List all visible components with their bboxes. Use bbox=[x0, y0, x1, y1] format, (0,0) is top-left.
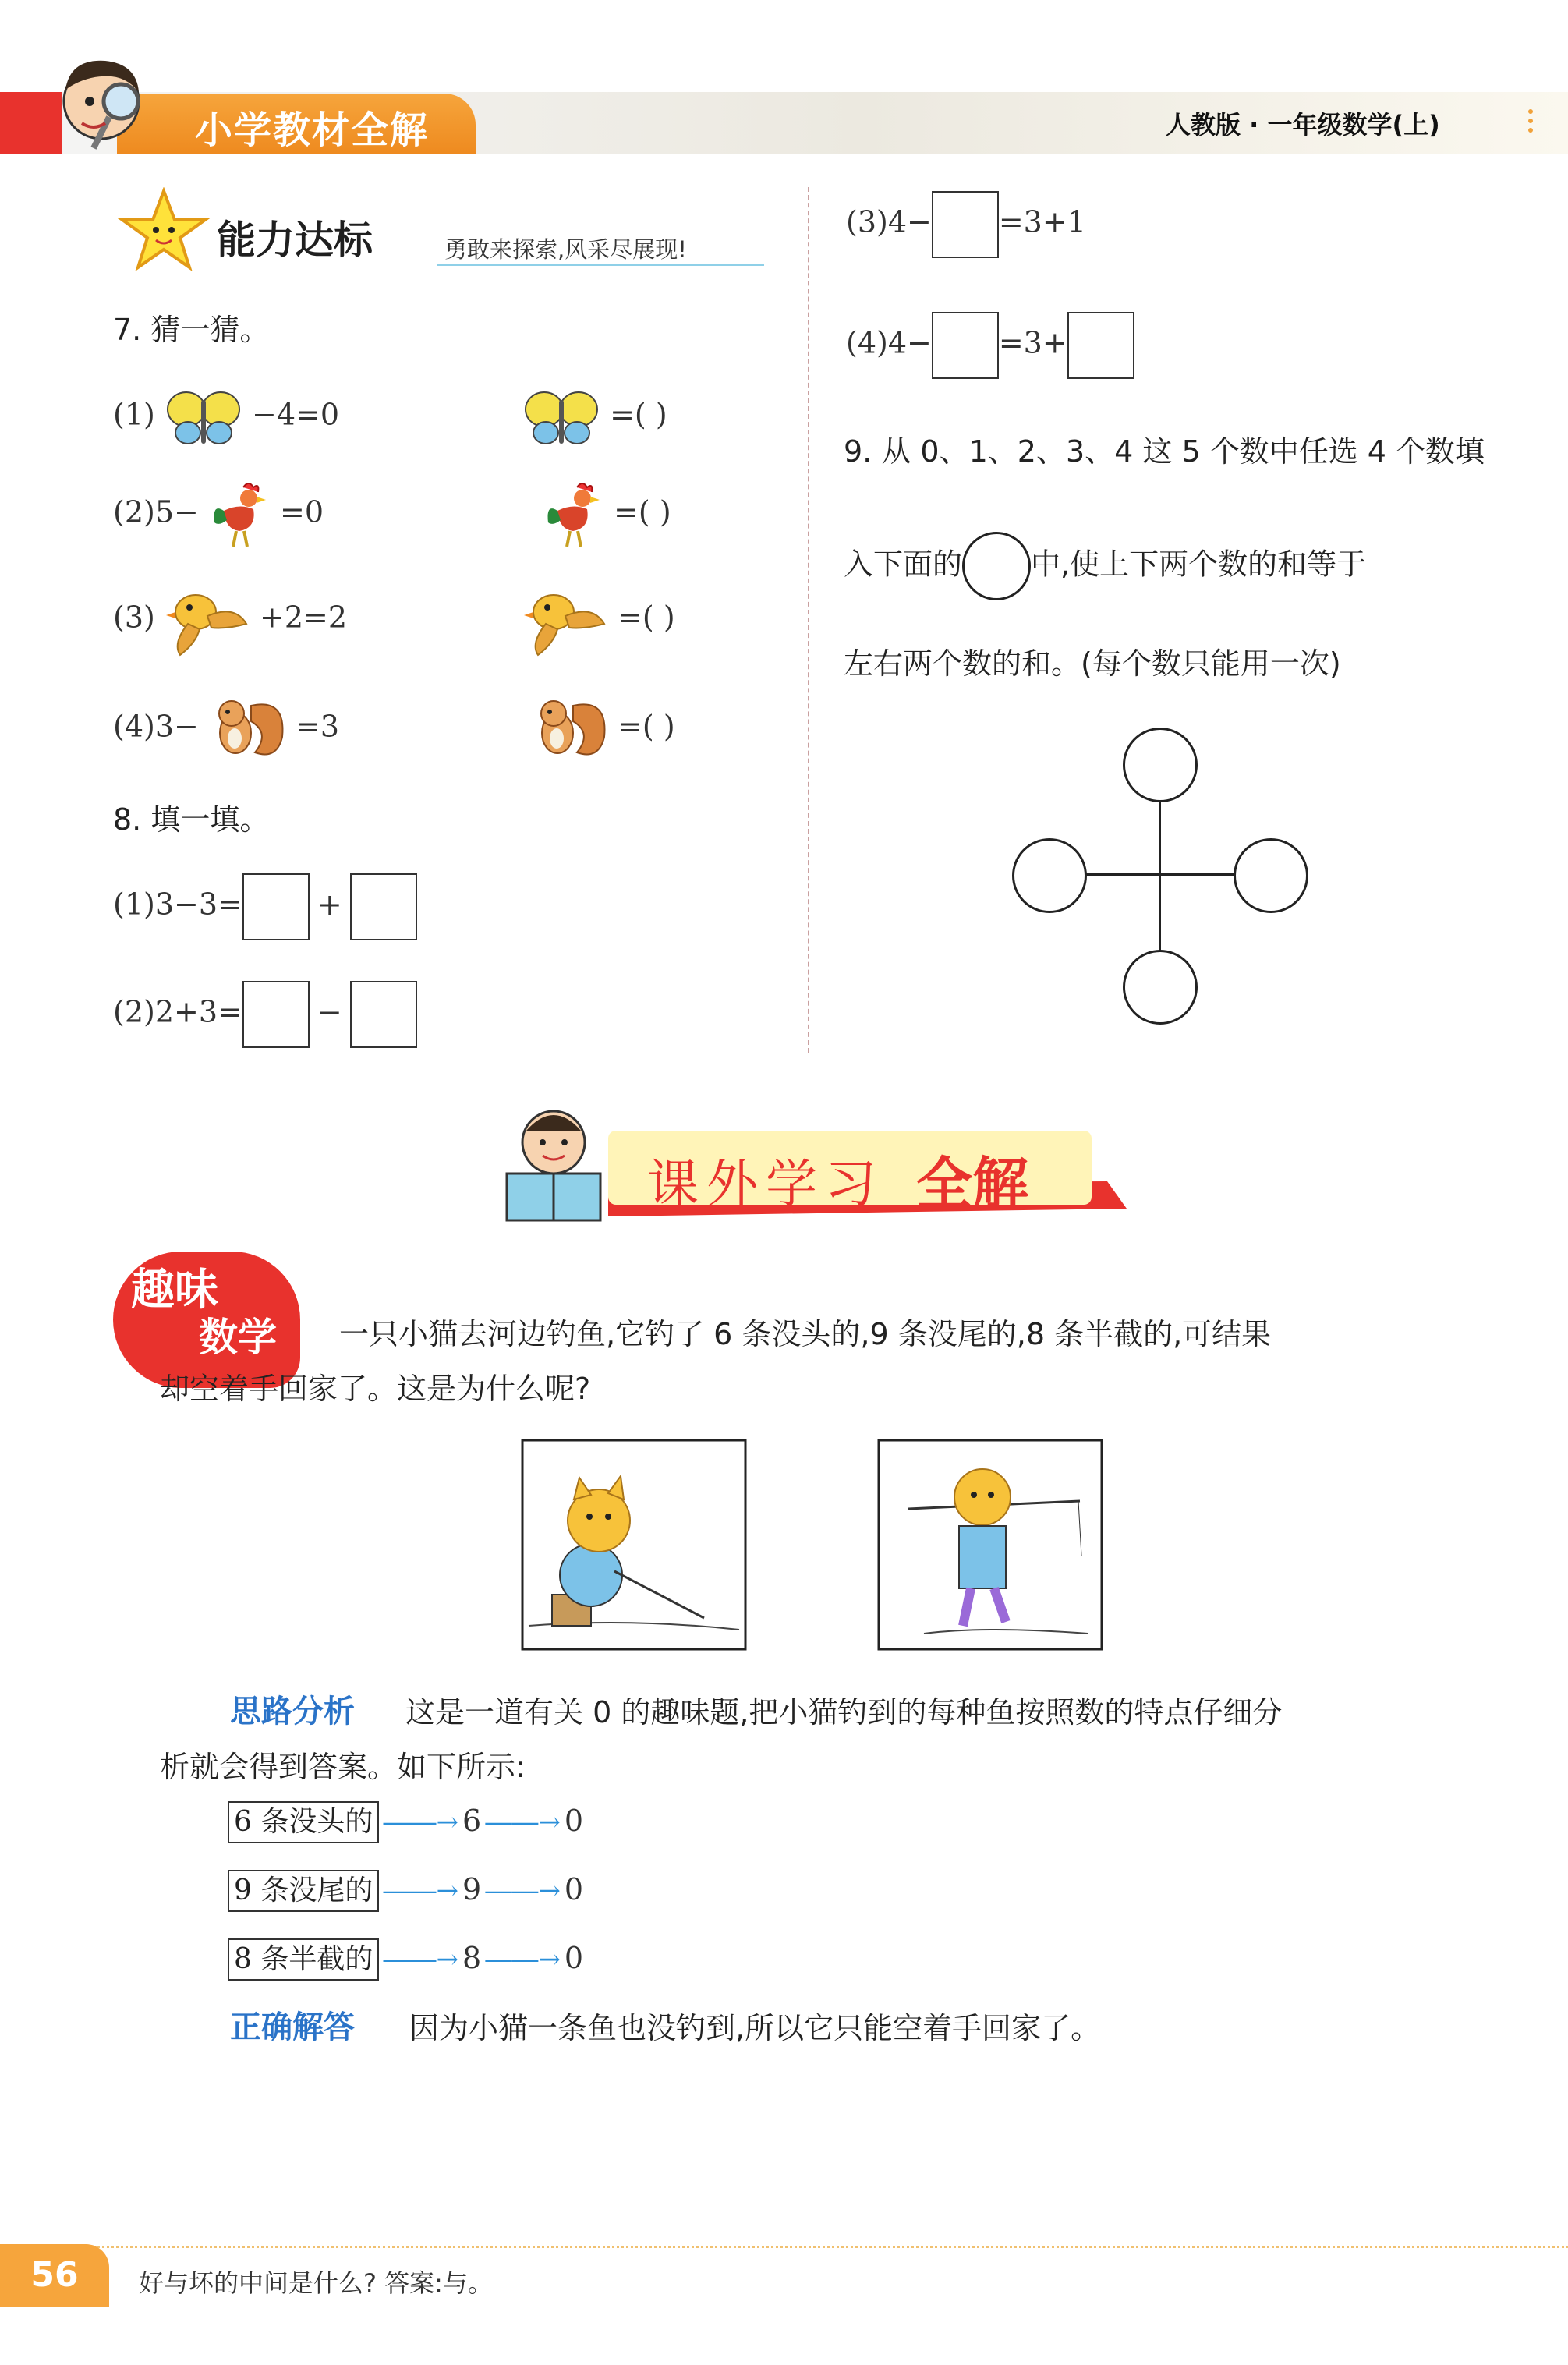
star-icon bbox=[117, 187, 211, 273]
fun-badge-1: 趣味 bbox=[131, 1265, 218, 1315]
q7-row2-right: =( ) bbox=[542, 480, 671, 550]
butterfly-icon bbox=[165, 386, 242, 448]
flow-box: 6 条没头的 bbox=[228, 1801, 379, 1843]
q9-line3: 左右两个数的和。(每个数只能用一次) bbox=[844, 646, 1341, 681]
flow-end: 0 bbox=[564, 1872, 584, 1907]
answer-box[interactable] bbox=[932, 191, 999, 258]
flow-row-2 bbox=[228, 1870, 583, 1912]
q7-row4-right: =( ) bbox=[530, 690, 675, 768]
q8-title: 8. 填一填。 bbox=[113, 802, 270, 837]
section2-title-b: 全解 bbox=[916, 1151, 1029, 1216]
fun-text-1: 一只小猫去河边钓鱼,它钓了 6 条没头的,9 条没尾的,8 条半截的,可结果 bbox=[339, 1317, 1272, 1351]
answer-box[interactable] bbox=[242, 873, 310, 940]
cat-fishing-image bbox=[521, 1439, 747, 1651]
section-title-nengli: 能力达标 bbox=[217, 218, 373, 263]
flow-end: 0 bbox=[564, 1804, 584, 1838]
q7-row3-left: (3) +2=2 bbox=[113, 581, 347, 659]
flow-mid: 6 bbox=[462, 1804, 482, 1838]
circle-right[interactable] bbox=[1234, 838, 1308, 913]
q8-row4: (4)4− =3+ bbox=[846, 312, 1134, 379]
footer-line bbox=[0, 2246, 1568, 2253]
squirrel-icon bbox=[208, 690, 286, 768]
bird-icon bbox=[165, 581, 250, 659]
q7-row4-left: (4)3− =3 bbox=[113, 690, 339, 768]
arrow-icon: ――→ bbox=[383, 1944, 458, 1975]
arrow-icon: ――→ bbox=[383, 1807, 458, 1838]
answer-text: 因为小猫一条鱼也没钓到,所以它只能空着手回家了。 bbox=[409, 2011, 1101, 2045]
answer-box[interactable] bbox=[932, 312, 999, 379]
answer-box[interactable] bbox=[350, 981, 417, 1048]
arrow-icon: ――→ bbox=[383, 1875, 458, 1907]
flow-row-1 bbox=[228, 1801, 583, 1843]
q9-line1: 9. 从 0、1、2、3、4 这 5 个数中任选 4 个数填 bbox=[844, 434, 1485, 469]
analysis-text-1: 这是一道有关 0 的趣味题,把小猫钓到的每种鱼按照数的特点仔细分 bbox=[405, 1695, 1283, 1729]
q7-row2-left: (2)5− =0 bbox=[113, 480, 324, 550]
subtitle-underline bbox=[437, 264, 764, 266]
flow-box: 8 条半截的 bbox=[228, 1938, 379, 1981]
circle-left[interactable] bbox=[1012, 838, 1087, 913]
flow-mid: 8 bbox=[462, 1941, 482, 1975]
flow-mid: 9 bbox=[462, 1872, 482, 1907]
analysis-label: 思路分析 bbox=[230, 1694, 355, 1729]
arrow-icon: ――→ bbox=[485, 1807, 561, 1838]
rooster-icon bbox=[542, 480, 604, 550]
fun-text-2: 却空着手回家了。这是为什么呢? bbox=[160, 1372, 591, 1406]
arrow-icon: ――→ bbox=[485, 1944, 561, 1975]
page-number: 56 bbox=[0, 2244, 109, 2307]
q8-row1: (1)3−3= + bbox=[113, 873, 417, 940]
cat-walking-image bbox=[877, 1439, 1103, 1651]
q9-line2: 入下面的 中,使上下两个数的和等于 bbox=[844, 532, 1366, 600]
flow-box: 9 条没尾的 bbox=[228, 1870, 379, 1912]
fun-badge-2: 数学 bbox=[199, 1315, 277, 1360]
analysis-text-2: 析就会得到答案。如下所示: bbox=[160, 1750, 526, 1784]
header-dots bbox=[1528, 109, 1564, 133]
edition-label: 人教版 · 一年级数学(上) bbox=[1166, 110, 1440, 140]
answer-box[interactable] bbox=[350, 873, 417, 940]
footer-riddle: 好与坏的中间是什么? 答案:与。 bbox=[139, 2268, 493, 2298]
bird-icon bbox=[522, 581, 608, 659]
q7-title: 7. 猜一猜。 bbox=[113, 313, 270, 347]
boy-magnifier-icon bbox=[47, 47, 164, 164]
answer-box[interactable] bbox=[242, 981, 310, 1048]
column-divider bbox=[808, 187, 809, 1053]
q7-row1-left: (1) −4=0 bbox=[113, 386, 339, 448]
circle-bottom[interactable] bbox=[1123, 950, 1198, 1025]
answer-label: 正确解答 bbox=[230, 2009, 355, 2045]
circle-symbol bbox=[962, 532, 1031, 600]
q7-row3-right: =( ) bbox=[522, 581, 675, 659]
circle-top[interactable] bbox=[1123, 728, 1198, 802]
book-title: 小学教材全解 bbox=[195, 108, 430, 152]
q7-row1-right: =( ) bbox=[522, 386, 667, 448]
butterfly-icon bbox=[522, 386, 600, 448]
answer-box[interactable] bbox=[1067, 312, 1134, 379]
q8-row2: (2)2+3= − bbox=[113, 981, 417, 1048]
flow-row-3 bbox=[228, 1938, 583, 1981]
rooster-icon bbox=[208, 480, 271, 550]
section2-title-a: 课外学习 bbox=[647, 1154, 884, 1214]
section-subtitle: 勇敢来探索,风采尽展现! bbox=[444, 236, 687, 263]
q8-row3: (3)4− =3+1 bbox=[846, 191, 1086, 258]
flow-end: 0 bbox=[564, 1941, 584, 1975]
squirrel-icon bbox=[530, 690, 608, 768]
arrow-icon: ――→ bbox=[485, 1875, 561, 1907]
